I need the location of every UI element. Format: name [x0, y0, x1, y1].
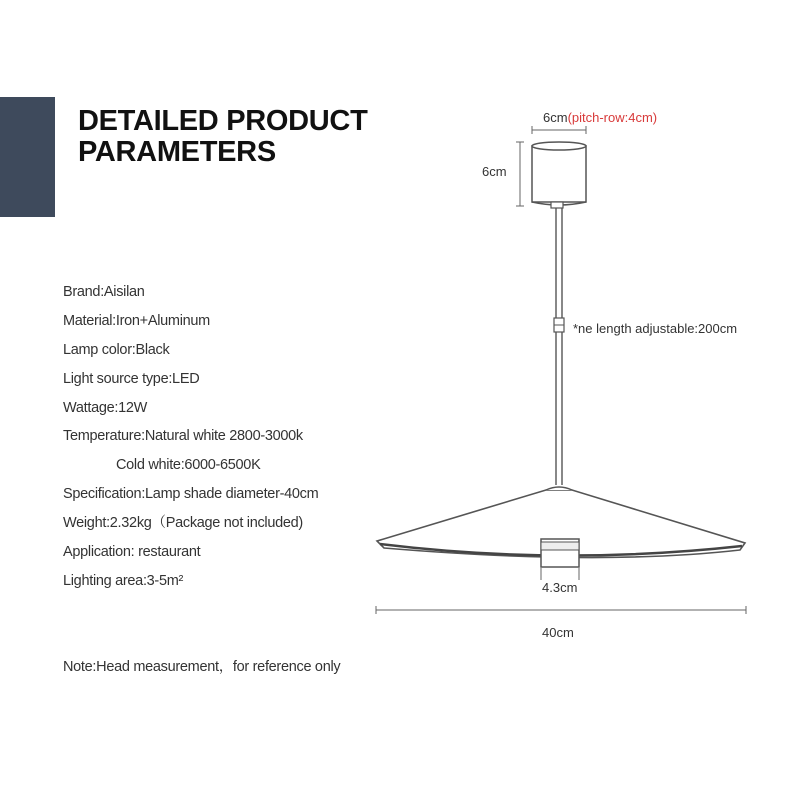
spec-material: Material:Iron+Aluminum	[63, 312, 210, 329]
title-line-1: DETAILED PRODUCT	[78, 105, 368, 137]
canopy	[532, 142, 586, 208]
spec-lamp-color: Lamp color:Black	[63, 341, 170, 358]
canopy-width-dimension	[532, 126, 586, 134]
bulb-width-dimension	[541, 568, 579, 580]
spec-brand: Brand:Aisilan	[63, 284, 145, 300]
spec-weight: Weight:2.32kg（Package not included)	[63, 515, 303, 532]
suspension-rod	[554, 208, 564, 485]
bulb-housing	[541, 539, 579, 567]
spec-cold-white: Cold white:6000-6500K	[116, 457, 261, 474]
spec-wattage: Wattage:12W	[63, 399, 148, 416]
spec-specification: Specification:Lamp shade diameter-40cm	[63, 486, 319, 503]
spec-application: Application: restaurant	[63, 544, 201, 561]
line-length-label: *ne length adjustable:200cm	[573, 321, 738, 336]
note-text: Note:Head measurement，for reference only	[63, 659, 341, 675]
shade-diameter-dimension	[376, 606, 746, 614]
bulb-width-label: 4.3cm	[542, 580, 578, 595]
title-line-2: PARAMETERS	[78, 136, 276, 168]
spec-temperature: Temperature:Natural white 2800-3000k	[63, 428, 303, 445]
spec-lighting-area: Lighting area:3-5m²	[63, 572, 184, 589]
canopy-height-label: 6cm	[482, 164, 507, 179]
spec-light-source: Light source type:LED	[63, 370, 200, 387]
canopy-width-label: 6cm(pitch-row:4cm)	[543, 110, 658, 125]
shade-diameter-label: 40cm	[542, 625, 574, 640]
canopy-height-dimension	[516, 142, 524, 206]
